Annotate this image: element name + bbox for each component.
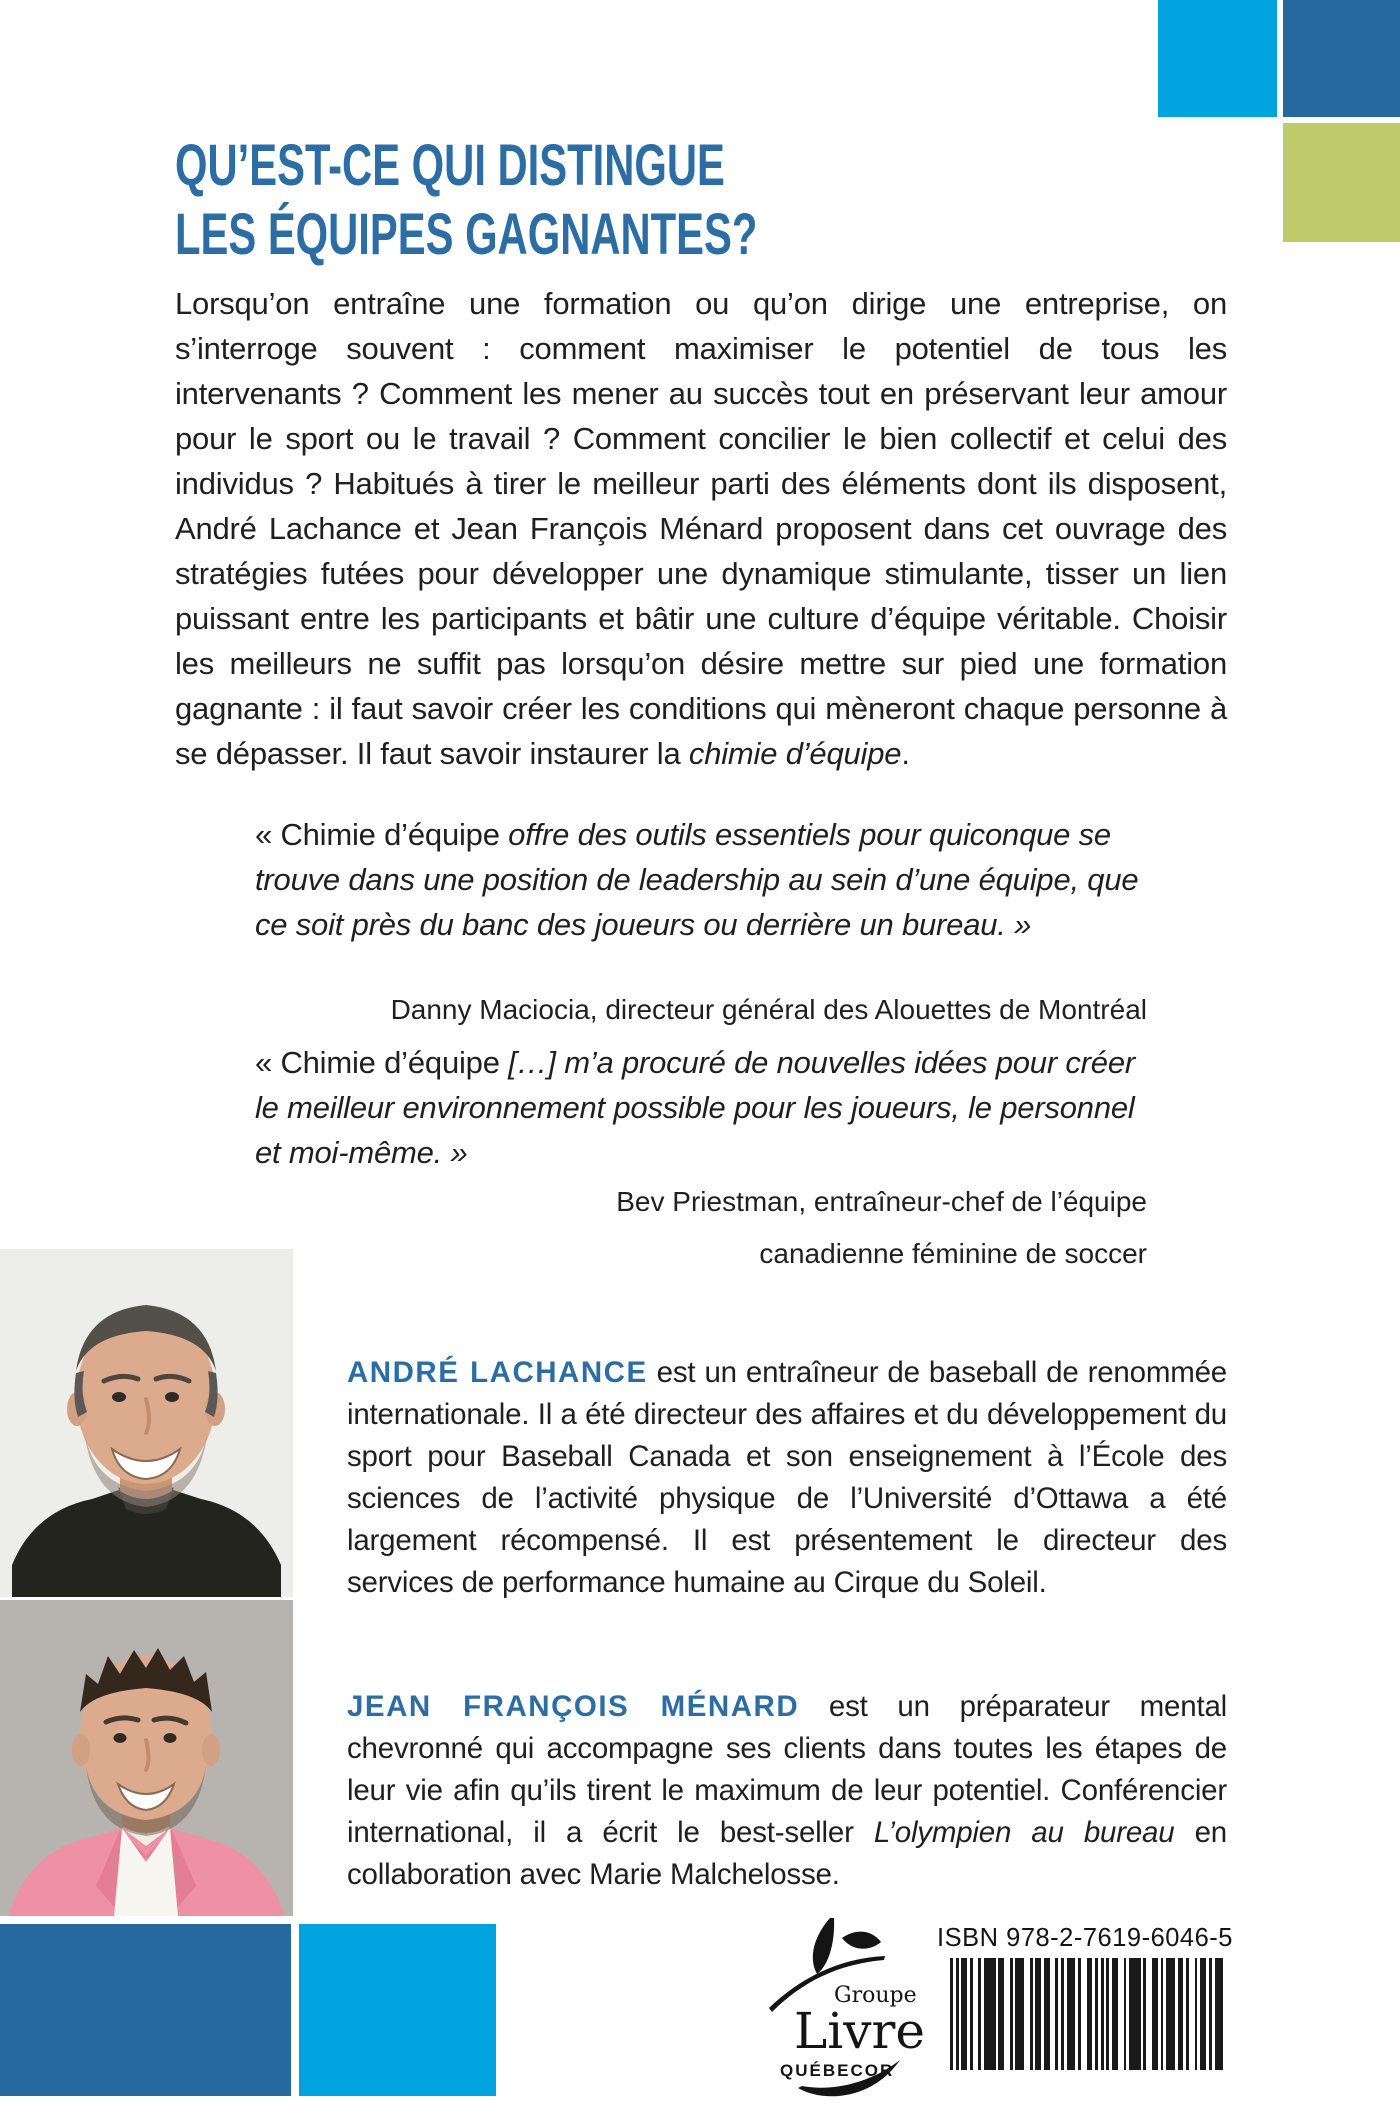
barcode-bar [1015, 1958, 1024, 2070]
author-bio-book-title: L’olympien au bureau [873, 1815, 1175, 1849]
publisher-logo-groupe: Groupe [834, 1983, 917, 2008]
deco-square-blue-top [1283, 0, 1400, 117]
barcode-bar [1166, 1958, 1175, 2070]
quote2-attribution-line1: Bev Priestman, entraîneur-chef de l’équipe [616, 1186, 1147, 1217]
quote2-attribution [255, 1176, 1147, 1280]
quote-bev-priestman [255, 1040, 1155, 1175]
deco-square-blue-bottom [0, 1924, 291, 2096]
author-bio-text-andre-lachance: est un entraîneur de baseball de renommée internationale. Il a été directeur des affaires et du développement du sport pour Baseball Canada et son enseignement à l’École des sciences de l’activité physique de l’Université d’Ottawa a été largement récompensé. Il est présentement le directeur des services de performance humaine au Cirque du Soleil. [347, 1355, 1227, 1599]
page-title-line2: LES ÉQUIPES GAGNANTES? [175, 201, 758, 267]
author-name-jean-francois-menard: JEAN FRANÇOIS MÉNARD [347, 1689, 800, 1723]
publisher-logo-livre: Livre [794, 2002, 925, 2060]
author-photo-andre-lachance [0, 1249, 293, 1597]
quote1-attribution [255, 984, 1147, 1036]
jean-francois-menard-portrait-image [0, 1600, 293, 1916]
author-bio-text-after: en collaboration avec Marie Malchelosse. [347, 1815, 1227, 1891]
page-title [175, 131, 757, 269]
intro-paragraph [175, 281, 1227, 776]
publisher-logo [768, 1916, 933, 2098]
quote1-body: offre des outils essentiels pour quiconque se trouve dans une position de leadership au sein d’une équipe, que ce soit près du banc des joueurs ou derrière un bureau. » [255, 817, 1139, 942]
deco-square-cyan-top [1158, 0, 1277, 117]
quote2-attribution-line2: canadienne féminine de soccer [759, 1238, 1147, 1269]
quote2-book-title: « Chimie d’équipe [255, 1045, 500, 1080]
andre-lachance-portrait-image [0, 1249, 293, 1597]
deco-square-green-top [1283, 123, 1400, 242]
author-bio-andre-lachance [347, 1352, 1227, 1604]
isbn-label: ISBN 978-2-7619-6046-5 [937, 1924, 1233, 1952]
intro-text: Lorsqu’on entraîne une formation ou qu’on dirige une entreprise, on s’interroge souvent : comment maximiser le potentiel de tous les intervenants ? Comment les mener au succès tout en préservant leur amour pour le sport ou le travail ? Comment concilier le bien collectif et celui des individus ? Habitués à tirer le meilleur parti des éléments dont ils disposent, André Lachance et Jean François Ménard proposent dans cet ouvrage des stratégies futées pour développer une dynamique stimulante, tisser un lien puissant entre les participants et bâtir une culture d’équipe véritable. Choisir les meilleurs ne suffit pas lorsqu’on désire mettre sur pied une formation gagnante : il faut savoir créer les conditions qui mèneront chaque personne à se dépasser. Il faut savoir instaurer la [175, 286, 1227, 771]
author-photo-jean-francois-menard [0, 1600, 293, 1916]
author-bio-jean-francois-menard [347, 1686, 1227, 1896]
quote-danny-maciocia [255, 812, 1155, 947]
quote1-book-title: « Chimie d’équipe [255, 817, 500, 852]
author-bio-text-jean-francois-menard: est un préparateur mental chevronné qui accompagne ses clients dans toutes les étapes de leur vie afin qu’ils tirent le maximum de leur potentiel. Conférencier international, il a écrit le best-seller [347, 1689, 1227, 1849]
barcode-bar [1067, 1958, 1076, 2070]
quote1-attribution-line: Danny Maciocia, directeur général des Alouettes de Montréal [390, 994, 1147, 1025]
publisher-logo-quebecor: QUÉBECOR [780, 2061, 895, 2080]
barcode-bar [1215, 1958, 1224, 2070]
quote2-body: […] m’a procuré de nouvelles idées pour créer le meilleur environnement possible pour les joueurs, le personnel et moi-même. » [255, 1045, 1135, 1170]
page-title-line1: QU’EST-CE QUI DISTINGUE [175, 132, 725, 198]
deco-square-cyan-bottom [299, 1924, 496, 2096]
barcode-bar [1129, 1958, 1140, 2070]
isbn-barcode [950, 1958, 1228, 2070]
intro-book-title: chimie d’équipe [688, 736, 902, 771]
author-name-andre-lachance: ANDRÉ LACHANCE [347, 1355, 648, 1389]
intro-period: . [901, 736, 910, 771]
barcode-bar [984, 1958, 995, 2070]
